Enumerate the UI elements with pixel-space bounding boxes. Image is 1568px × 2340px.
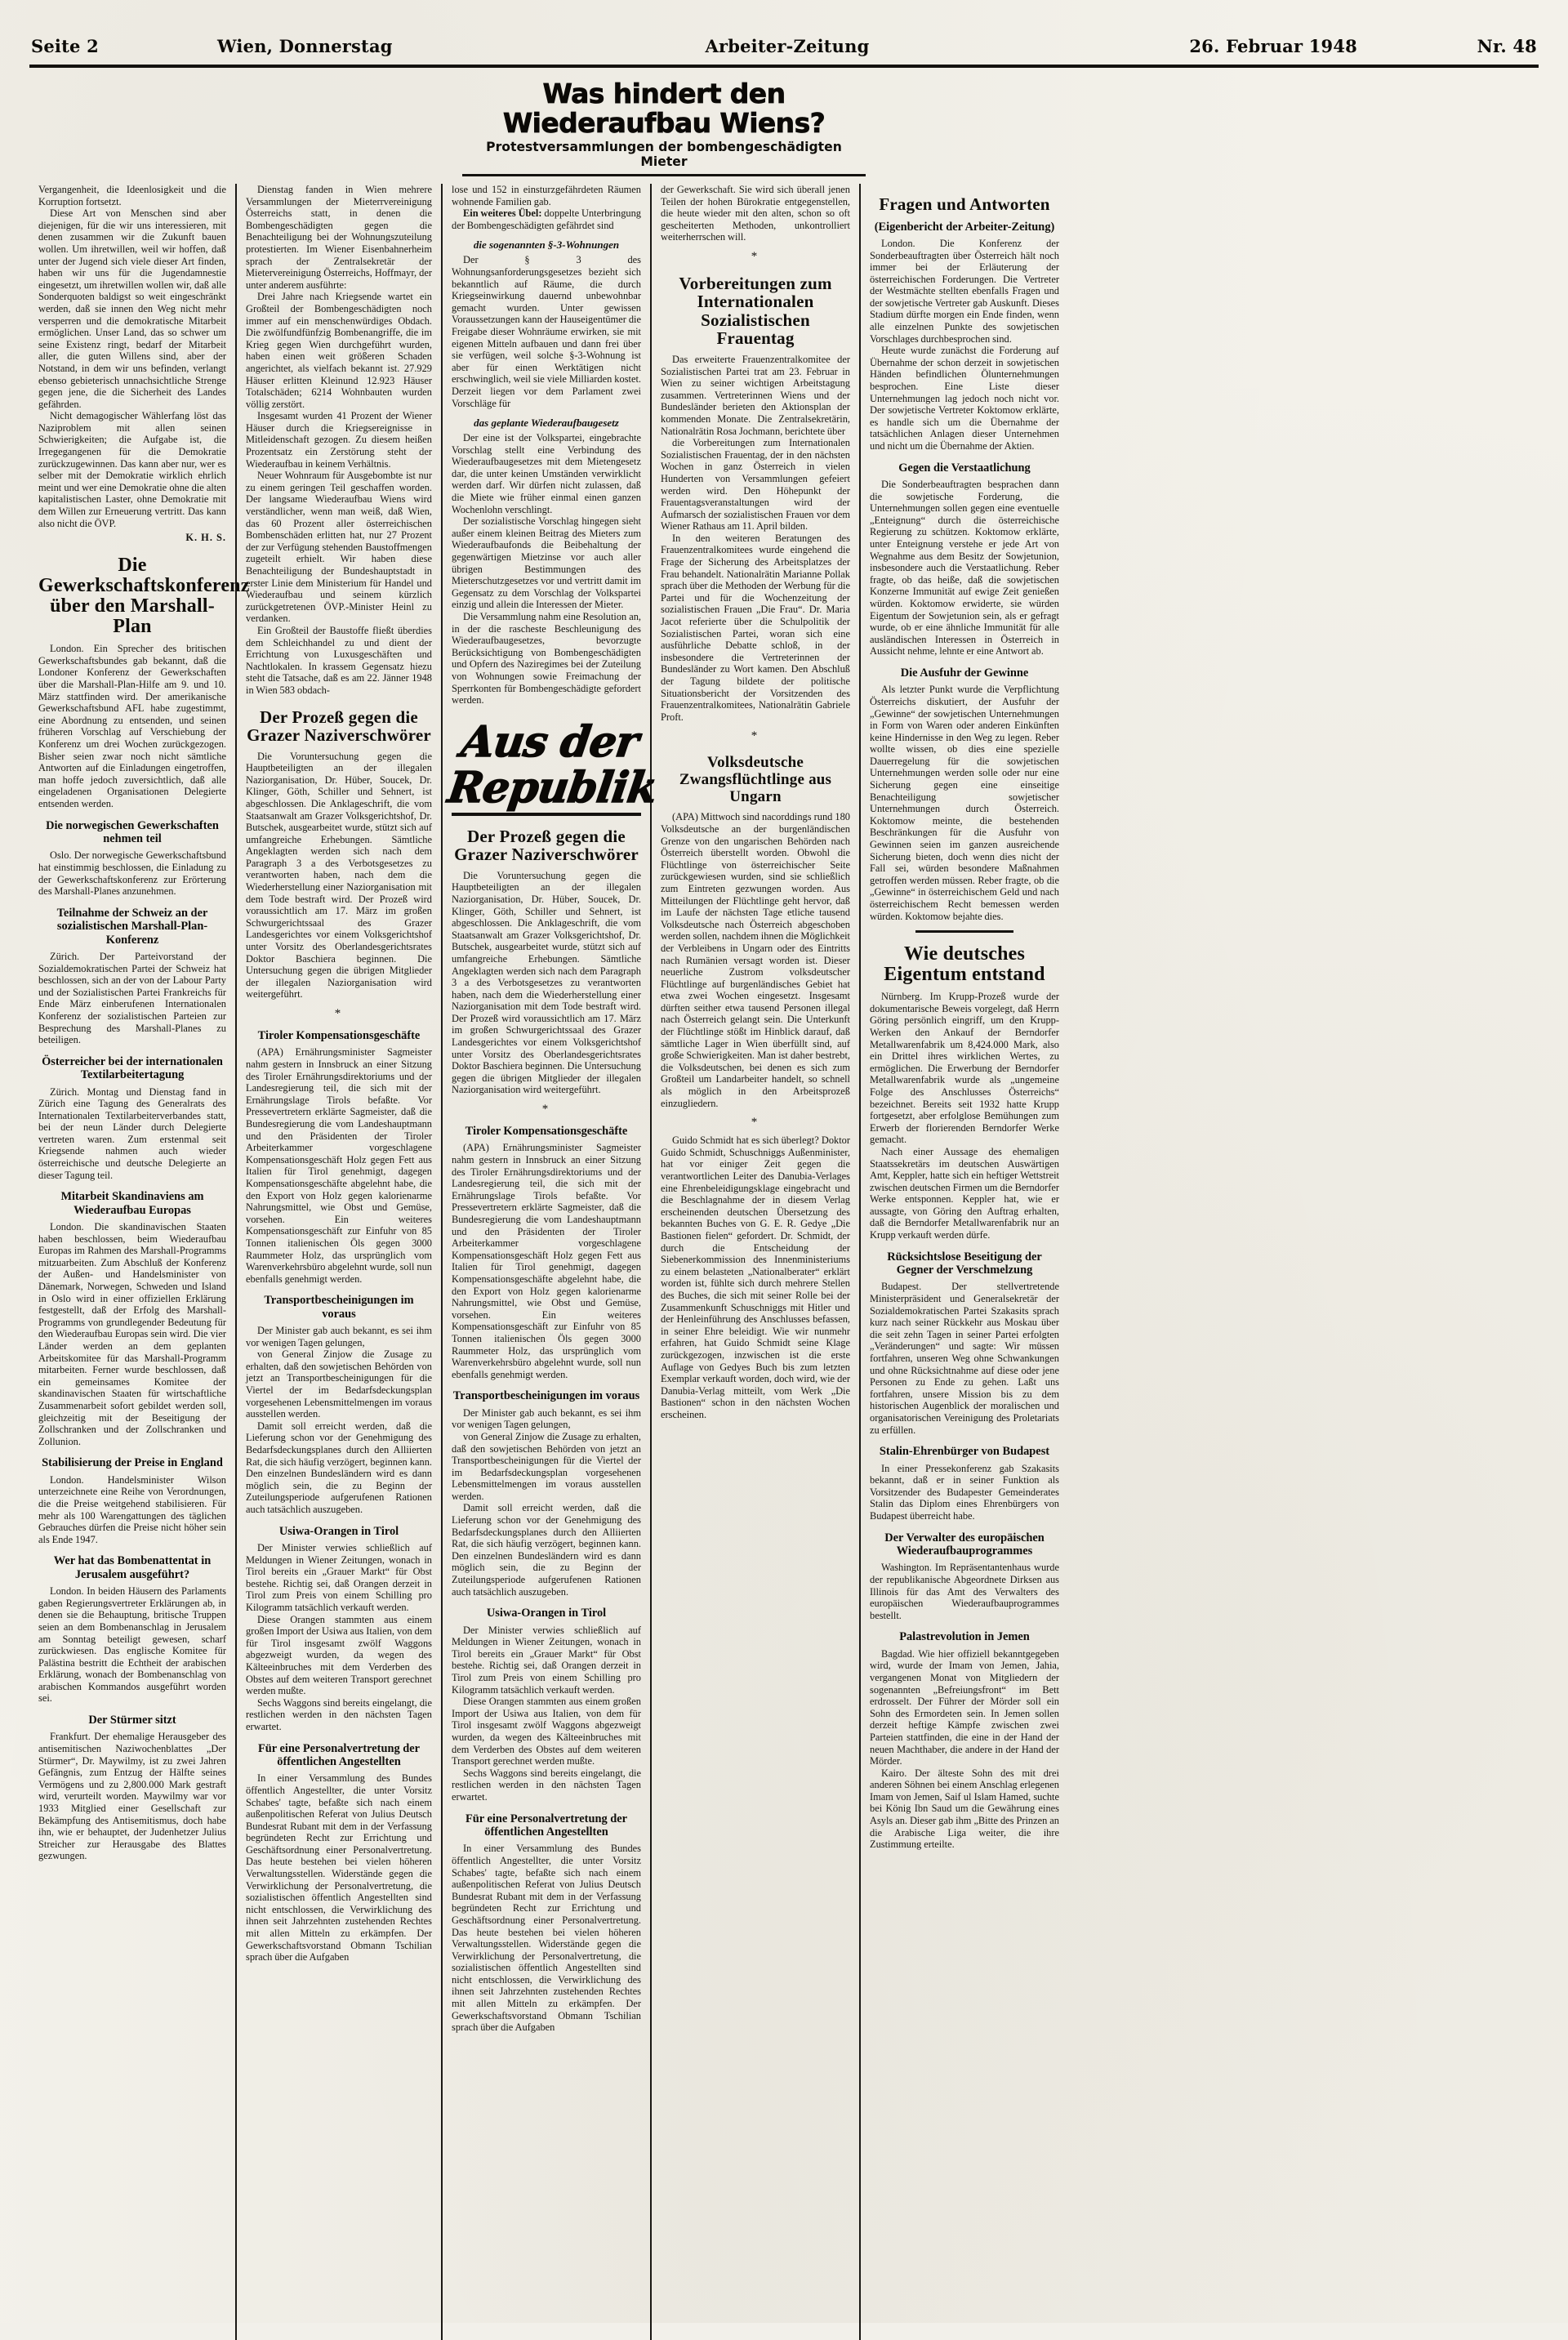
column-1 <box>29 184 250 2340</box>
paragraph: In einer Pressekonferenz gab Szakasits bekannt, daß er in seiner Funktion als Vorsitzender des Budapester Gemeinderates Stalin das Diplom eines Ehrenbürgers von Budapest überreicht habe. <box>870 1462 1059 1522</box>
section-asterisk: * <box>334 1007 344 1020</box>
subheadline-skandinavien: Mitarbeit Skandinaviens am Wiederaufbau Europas <box>60 1190 204 1217</box>
subheadline-beseitigung-gegner: Rücksichtslose Beseitigung der Gegner der Verschmelzung <box>887 1250 1042 1277</box>
headline-deutsches-eigentum: Wie deutsches Eigentum entstand <box>884 943 1045 986</box>
paragraph: Neuer Wohnraum für Ausgebombte ist nur zu einem geringen Teil geschaffen worden. Der langsame Wiederaufbau Wiens wird verständlicher, wenn man weiß, daß Wien, das 60 Prozent aller österreichischen Bombenschäden erlitten hat, nur 27 Prozent der zur Verfügung stehenden Baustoffmengen zugeteilt erhielt. Wir haben diese Benachteiligung der Bundeshauptstadt in erster Linie dem Ministerium für Handel und Wiederaufbau und seinem kürzlich zurückgetretenen ÖVP.-Minister Heinl zu verdanken. <box>246 470 432 625</box>
paragraph: Damit soll erreicht werden, daß die Lieferung schon vor der Genehmigung des Bedarfsdeckungsplanes durch den Alliierten Rat, die sich häufig verzögert, beginnen kann. Den einzelnen Bundesländern wird es dann möglich sein, die zu Beginn der Zuteilungsperiode aufgerufenen Rationen auch tatsächlich auszugeben. <box>452 1502 641 1598</box>
paragraph: Oslo. Der norwegische Gewerkschaftsbund hat einstimmig beschlossen, die Einladung zu der Gewerkschaftskonferenz zur Erörterung des Marshall-Planes anzunehmen. <box>38 849 226 898</box>
headline-grazer-prozess: Der Prozeß gegen die Grazer Naziverschwörer <box>247 706 431 746</box>
paragraph: Heute wurde zunächst die Forderung auf Übernahme der schon derzeit in sowjetischen Händen befindlichen Ölunternehmungen besprochen. Eine Liste dieser Unternehmungen lag jedoch noch nicht vor. Der sowjetische Vertreter Koktomow erklärte, es handle sich um die Übernahme der tatsächlichen Anlagen dieser Unternehmen und nicht um die Übernahme der Aktien. <box>870 345 1059 452</box>
section-asterisk: * <box>751 249 760 263</box>
section-logo-aus-der-republik: Aus der Republik <box>444 716 660 813</box>
paragraph: Budapest. Der stellvertretende Ministerpräsident und Generalsekretär der Sozialdemokratischen Partei Szakasits sprach kurz nach seiner Rückkehr aus Moskau über die seit zehn Tagen in seiner Partei erfolgten „Veränderungen“ und sagte: Wir müssen fortfahren, unseren Weg ohne Schwankungen und ohne Rücksichtnahme auf diese oder jene Personen zu Ende zu gehen. Laßt uns fortfahren, unsere Mission bis zu dem historischen Augenblick der moralischen und organisatorischen Vereinigung des Proletariats zu erfüllen. <box>870 1281 1059 1436</box>
masthead <box>21 0 1547 60</box>
paragraph: London. Die skandinavischen Staaten haben beschlossen, beim Wiederaufbau Europas im Rahmen des Marshall-Programms mitzuarbeiten. Zum Abschluß der Konferenz der Außen- und Handelsminister von Dänemark, Norwegen, Schweden und Island in Oslo wird in einer offiziellen Erklärung festgestellt, daß der Erfolg des Marshall-Programms von grundlegender Bedeutung für den Wiederaufbau Europas sein wird. Die vier Länder werden an dem geplanten Arbeitskomitee für das Marshall-Programm mitarbeiten. Ferner wurde beschlossen, daß ein gemeinsames Komitee der skandinavischen Staaten für wirtschaftliche Zusammenarbeit sofort gebildet werden soll, gleichzeitig mit der Beseitigung der Zollschranken und der Zollschranken und Zollunion. <box>38 1221 226 1447</box>
paragraph <box>452 207 641 231</box>
subheadline-palastrevolution: Palastrevolution in Jemen <box>899 1630 1030 1644</box>
paragraph: (APA) Ernährungsminister Sagmeister nahm gestern in Innsbruck an einer Sitzung des Tiroler Ernährungsdirektoriums und der Landesregierung teil, die sich mit der Ernährungslage Tirols befaßte. Vor Pressevertretern erklärte Sagmeister, daß die Bundesregierung die vom Landeshauptmann und den Präsidenten der Tiroler Arbeiterkammer vorgeschlagene Kompensationsgeschäft Holz gegen Fett aus Italien für Tirol genehmigt, dagegen Kompensationsgeschäfte abgelehnt habe, die den Export von Holz gegen kalorienarme Nahrungsmittel, wie Obst und Gemüse, vorsehen. Ein weiteres Kompensationsgeschäft zur Einfuhr von 85 Tonnen italienischen Öls gegen 3000 Raummeter Holz, das ursprünglich vom Warenverkehrsbüro abgelehnt wurde, soll nun ebenfalls genehmigt werden. <box>246 1046 432 1285</box>
paragraph: London. Ein Sprecher des britischen Gewerkschaftsbundes gab bekannt, daß die Londoner Konferenz der Gewerkschaften über die Marshall-Plan-Hilfe am 9. und 10. März stattfinden wird. Der amerikanische Gewerkschaftsbund AFL habe zugestimmt, eine Abordnung zu entsenden, und seinen früheren Vorschlag auf Verschiebung der Konferenz um drei Wochen zurückgezogen. Bisher seien zwar noch nicht sämtliche Antworten auf die Einladungen eingetroffen, man hoffe jedoch zuversichtlich, daß alle eingeladenen Organisationen Delegierte entsenden werden. <box>38 643 226 809</box>
paragraph: Der Minister verwies schließlich auf Meldungen in Wiener Zeitungen, wonach in Tirol bereits ein „Grauer Markt“ für Obst bestehe. Richtig sei, daß Orangen derzeit in Tirol zum Preis von einem Schilling pro Kilogramm tatsächlich verkauft werden. <box>452 1624 641 1696</box>
section-asterisk: * <box>541 1103 551 1117</box>
paragraph: Der Minister gab auch bekannt, es sei ihm vor wenigen Tagen gelungen, <box>452 1406 641 1431</box>
page-number-label: Seite 2 <box>31 36 99 56</box>
paragraph: Sechs Waggons sind bereits eingelangt, die restlichen werden in den nächsten Tagen erwartet. <box>452 1767 641 1803</box>
column-3 <box>441 184 660 2340</box>
banner-inner <box>453 79 875 176</box>
paragraph: Dienstag fanden in Wien mehrere Versammlungen der Mieterrvereinigung Österreichs statt, in denen die Bombengeschädigten gegen die Benachteiligung bei der Wohnungszuteilung protestierten. Im Wiener Eisenbahnerheim sprach der Zentralsekretär der Mietervereinigung Österreichs, Hoffmayr, der unter anderem ausführte: <box>246 184 432 291</box>
paper-title: Arbeiter-Zeitung <box>705 36 870 56</box>
column-5 <box>859 184 1068 2340</box>
paragraph: Das erweiterte Frauenzentralkomitee der Sozialistischen Partei trat am 23. Februar in Wien zu seiner wichtigen Arbeitstagung zusammen. Vertreterinnen Wiens und der Bundesländer berieten den Aktionsplan der kommenden Monate. Die Zentralsekretärin, Nationalrätin Rosa Jochmann, berichtete über <box>661 353 850 437</box>
column-4 <box>650 184 859 2340</box>
section-asterisk: * <box>751 1116 760 1130</box>
paragraph-rest: doppelte Unterbringung der Bombengeschädigten gefährdet sind <box>452 207 641 231</box>
paragraph: Diese Orangen stammten aus einem großen Import der Usiwa aus Italien, von dem für Tirol insgesamt zwölf Waggons abgezweigt wurden, da wegen des Kälteeinbruches mit dem Verderben des Obstes auf dem weiteren Transport gerechnet werden mußte. <box>246 1613 432 1697</box>
subheadline-usiwa-orangen: Usiwa-Orangen in Tirol <box>278 1524 399 1538</box>
paragraph: Zürich. Montag und Dienstag fand in Zürich eine Tagung des Generalrats des Internationalen Textilarbeiterverbandes statt, bei der neun Länder durch Delegierte vertreten waren. Zum erstenmal seit Kriegsende nahmen auch wieder österreichische und deutsche Delegierte an dieser Tagung teil. <box>38 1085 226 1181</box>
paragraph: Insgesamt wurden 41 Prozent der Wiener Häuser durch die Kriegsereignisse in Mitleidenschaft gezogen. Zu diesem heißen Prozentsatz ein Zerstörung steht der Wiederaufbau in keinem Verhältnis. <box>246 410 432 470</box>
headline-fragen-und-antworten: Fragen und Antworten <box>879 194 1050 214</box>
subheadline-bombenattentat: Wer hat das Bombenattentat in Jerusalem ausgeführt? <box>53 1554 212 1581</box>
column-2 <box>235 184 441 2340</box>
paragraph: die Vorbereitungen zum Internationalen Sozialistischen Frauentag, der in den nächsten Wochen in ganz Österreich in vielen Hunderten von Versammlungen gefeiert werden wird. Den Höhepunkt der Frauentagsveranstaltungen wird der Aufmarsch der sozialistischen Frauen vor dem Wiener Rathaus am 11. April bilden. <box>661 437 850 533</box>
paragraph: Diese Art von Menschen sind aber diejenigen, für die wir uns interessieren, mit denen zusammen wir die Zukunft bauen wollen. Um ihretwillen, weil wir hoffen, daß unter der Jugend sich viele dieser Art finden, haben wir uns für die Jugendamnestie eingesetzt, um ihretwillen wollen wir, daß alle Sonderquoten baldigst so weit eingeschränkt werden, daß sie innen den Weg nicht mehr versperren und die demokratische Mitarbeit ermöglichen. Unser Land, das so schwer um seine Existenz ringt, bedarf der Mitarbeit aller, die guten Willens sind, aber der Notstand, in dem wir uns befinden, verlangt ebenso gebieterisch unnachsichtliche Strenge gegen jene, die die Sicherheit des Landes gefährden. <box>38 207 226 410</box>
paragraph: Als letzter Punkt wurde die Verpflichtung Österreichs diskutiert, der Ausfuhr der „Gewinne“ der sowjetischen Unternehmungen in Form von Waren oder anderen Einkünften keine Hindernisse in den Weg zu legen. Reber wollte wissen, ob dies eine spezielle Dauerregelung für die sowjetischen Unternehmungen werden solle oder nur eine Sicherung gegen eine einseitige Benachteiligung sowjetischer Unternehmungen durch Österreich. Koktomow meinte, die bestehenden Beschränkungen für die Ausfuhr von Gewinnen seien im ganzen ausreichende Sicherung bieten, doch wenn dies nicht der Fall sei, würden besondere Maßnahmen getroffen werden müssen. Reber fragte, ob die „Gewinne“ in österreichischem Geld und nach österreichischem Recht bemessen werden würden. Koktomow bejahte dies. <box>870 684 1059 922</box>
subheadline-transportbescheinigungen: Transportbescheinigungen im voraus <box>264 1294 414 1321</box>
main-headline: Was hindert den Wiederaufbau Wiens? <box>502 78 826 139</box>
paragraph: In den weiteren Beratungen des Frauenzentralkomitees wurde eingehend die Frage der Sicherung des Arbeitsplatzes der Frau behandelt. Nationalrätin Marianne Pollak sprach über die Methoden der Werbung für die Partei und für die Wochenzeitung der sozialistischen Frauen „Die Frau“. Dr. Maria Jacot referierte über die Schulpolitik der Sozialistischen Partei, woran sich eine ausführliche Debatte schloß, in der insbesondere die Vertreterinnen der Bundesländer zu Wort kamen. Den Abschluß der Tagung bildete der politische Situationsbericht der Vorsitzenden des Frauenzentralkomitees, Nationalrätin Gabriele Proft. <box>661 532 850 723</box>
paragraph: London. Handelsminister Wilson unterzeichnete eine Reihe von Verordnungen, die die Preise weitgehend stabilisieren. Für mehr als 100 Warengattungen des täglichen Gebrauches dürfen die Preise nicht höher sein als Ende 1947. <box>38 1473 226 1545</box>
issue-date: 26. Februar 1948 <box>1189 36 1357 56</box>
paragraph: Washington. Im Repräsentantenhaus wurde der republikanische Abgeordnete Dirksen aus Illinois für das Amt des Verwalters des europäischen Wiederaufbauprogrammes bestellt. <box>870 1562 1059 1621</box>
paragraph: In einer Versammlung des Bundes öffentlich Angestellter, die unter Vorsitz Schabes' tagte, befaßte sich nach einem außenpolitischen Referat von Julius Deutsch Bundesrat Rubant mit dem in der Verfassung begründeten Recht zur Errichtung und Geschäftsordnung einer Personalvertretung. Das heute bestehen bei vielen höheren Verwaltungsstellen. Widerstände gegen die Verwirklichung der Personalvertretung, die sozialistischen öffentlich Angestellten sind nicht entschlossen, die Verwirklichung des ihnen seit Jahrzehnten zustehenden Rechtes mit allen Mitteln zu erkämpfen. Der Gewerkschaftsvorstand Obmann Tschilian sprach über die Aufgaben <box>452 1843 641 2034</box>
section-logo-rule <box>452 813 641 816</box>
paragraph: Die Versammlung nahm eine Resolution an, in der die rascheste Beschleunigung des Wiederaufbaugesetzes, bevorzugte Berücksichtigung von Bombengeschädigten und Opfern des Naziregimes bei der Zuteilung von Wohnungen sowie Freimachung der Sperrkonten für Bombengeschädigte gefordert werden. <box>452 611 641 706</box>
subheadline-preise-england: Stabilisierung der Preise in England <box>42 1456 223 1470</box>
section-divider <box>915 930 1013 933</box>
subheadline-norwegen: Die norwegischen Gewerkschaften nehmen teil <box>46 818 219 845</box>
subheadline-ausfuhr-gewinne: Die Ausfuhr der Gewinne <box>900 666 1029 680</box>
paragraph: Nürnberg. Im Krupp-Prozeß wurde der dokumentarische Beweis vorgelegt, daß Herrn Göring persönlich eingriff, um den Krupp-Werken den Ankauf der Berndorfer Metallwarenfabrik um 8,424.000 Mark, also ein Drittel ihres wirklichen Wertes, zu ermöglichen. Die Erwerbung der Berndorfer Metallwarenfabrik wurde als „ungemeine Folge des Anschlusses Österreichs“ bezeichnet. Bereits seit 1932 hatte Krupp fortgesetzt, aber erfolglose Bemühungen zum Erwerb der florierenden Berndorfer Werke gemacht. <box>870 991 1059 1146</box>
subheadline-textiltagung: Österreicher bei der internationalen Textilarbeitertagung <box>42 1054 223 1082</box>
paragraph: Der Minister verwies schließlich auf Meldungen in Wiener Zeitungen, wonach in Tirol bereits ein „Grauer Markt“ für Obst bestehe. Richtig sei, daß Orangen derzeit in Tirol zum Preis von einem Schilling pro Kilogramm tatsächlich verkauft werden. <box>246 1542 432 1613</box>
paragraph: Ein Großteil der Baustoffe fließt überdies dem Schleichhandel zu und dient der Errichtung von Luxusgeschäften und Nachtlokalen. In krassem Gegensatz hiezu steht die Tatsache, daß es am 22. Jänner 1948 in Wien 583 obdach- <box>246 624 432 696</box>
headline-volksdeutsche: Volksdeutsche Zwangsflüchtlinge aus Ungarn <box>679 754 832 806</box>
article-signature: K. H. S. <box>185 532 226 544</box>
paragraph: In einer Versammlung des Bundes öffentlich Angestellter, die unter Vorsitz Schabes' tagte, befaßte sich nach einem außenpolitischen Referat von Julius Deutsch Bundesrat Rubant mit dem in der Verfassung begründeten Recht zur Errichtung und Geschäftsordnung einer Personalvertretung. Das heute bestehen bei vielen höheren Verwaltungsstellen. Widerstände gegen die Verwirklichung der Personalvertretung, die sozialistischen öffentlich Angestellten sind nicht entschlossen, die Verwirklichung des ihnen seit Jahrzehnten zustehenden Rechtes mit allen Mitteln zu erkämpfen. Der Gewerkschaftsvorstand Obmann Tschilian sprach über die Aufgaben <box>246 1772 432 1963</box>
subheadline-schweiz: Teilnahme der Schweiz an der sozialistischen Marshall-Plan-Konferenz <box>56 906 208 947</box>
paragraph: Der sozialistische Vorschlag hingegen sieht außer einem kleinen Beitrag des Mieters zum Wiederaufbaufonds die Beibehaltung der gegenwärtigen Mietzinse vor auch aller übrigen Bestimmungen des Mieterschutzgesetzes vor und vertritt damit im Gegensatz zu dem Vorschlag der Volkspartei einzig und allein die Interessen der Mieter. <box>452 515 641 611</box>
headline-frauentag: Vorbereitungen zum Internationalen Sozialistischen Frauentag <box>679 273 832 349</box>
headline-grazer-prozess-2: Der Prozeß gegen die Grazer Naziverschwörer <box>454 826 639 865</box>
subheadline-personalvertretung: Für eine Personalvertretung der öffentlichen Angestellten <box>257 1741 421 1768</box>
section-asterisk: * <box>751 729 760 743</box>
paragraph: Der Minister gab auch bekannt, es sei ihm vor wenigen Tagen gelungen, <box>246 1325 432 1348</box>
paragraph: Frankfurt. Der ehemalige Herausgeber des antisemitischen Naziwochenblattes „Der Stürmer“, Dr. Maywilmy, ist zu zwei Jahren Gefängnis, zum Entzug der Hälfte seines Vermögens und zu 2,800.000 Mark gestraft wird, verurteilt worden. Maywilmy war vor 1933 Mitglied einer Gesellschaft zur Bekämpfung des Antisemitismus, doch habe ihn, wie er behauptet, der Judenhetzer Julius Streicher zur Herausgabe des Blattes gezwungen. <box>38 1731 226 1862</box>
subheadline-usiwa-orangen-2: Usiwa-Orangen in Tirol <box>486 1607 607 1620</box>
paragraph: Zürich. Der Parteivorstand der Sozialdemokratischen Partei der Schweiz hat beschlossen, sich an der von der Labour Party und der Sozialistischen Partei Frankreichs für Ende März einberufenen Internationalen Konferenz der sozialistischen Parteien zur Besprechung des Marshall-Planes zu beteiligen. <box>38 950 226 1046</box>
paragraph: Der § 3 des Wohnungsanforderungsgesetzes bezieht sich bekanntlich auf Räume, die durch Kriegseinwirkung dauernd unbewohnbar gemacht wurden. Unter gewissen Voraussetzungen kann der Hauseigentümer die Freigabe dieser Wohnräume erwirken, sie mit eigenen Mitteln aufbauen und dann frei über sie verfügen, weil solche §-3-Wohnung ist aber für einen Werktätigen nicht erschwinglich, weil sie viele Milliarden kostet. Derzeit liegen vor dem Parlament zwei Vorschläge für <box>452 254 641 409</box>
paragraph: London. In beiden Häusern des Parlaments gaben Regierungsvertreter Erklärungen ab, in denen sie die Behauptung, britische Truppen seien an dem Bombenanschlag in Jerusalem am Sonntag beteiligt gewesen, scharf zurückwiesen. Das englische Komitee für Palästina bestritt die Echtheit der arabischen Erklärung, wonach der Bombenanschlag von arabischen Kommandos ausgeführt worden sei. <box>38 1585 226 1705</box>
subheadline-eigenbericht: (Eigenbericht der Arbeiter-Zeitung) <box>874 220 1055 234</box>
paragraph: (APA) Ernährungsminister Sagmeister nahm gestern in Innsbruck an einer Sitzung des Tiroler Ernährungsdirektoriums und der Landesregierung teil, die sich mit der Ernährungslage Tirols befaßte. Vor Pressevertretern erklärte Sagmeister, daß die Bundesregierung die vom Landeshauptmann und den Präsidenten der Tiroler Arbeiterkammer vorgeschlagene Kompensationsgeschäft Holz gegen Fett aus Italien für Tirol genehmigt, dagegen Kompensationsgeschäfte abgelehnt habe, die den Export von Holz gegen kalorienarme Nahrungsmittel, wie Obst und Gemüse, vorsehen. Ein weiteres Kompensationsgeschäft zur Einfuhr von 85 Tonnen italienischen Öls gegen 3000 Raummeter Holz, das ursprünglich vom Warenverkehrsbüro abgelehnt wurde, soll nun ebenfalls genehmigt werden. <box>452 1142 641 1380</box>
kicker-paragraph3-wohnungen: die sogenannten §-3-Wohnungen <box>473 238 620 252</box>
paragraph: London. Die Konferenz der Sonderbeauftragten über Österreich hält noch immer bei der Erläuterung der österreichischen Forderungen. Die Vertreter der Westmächte stellten ebenfalls Fragen und der sowjetische Vertreter gab Auskunft. Dieses Stadium dürfte morgen ein Ende finden, wenn alle einzelnen Punkte des sowjetischen Vorschlages durchbesprochen sind. <box>870 237 1059 345</box>
paragraph: Nicht demagogischer Wählerfang löst das Naziproblem mit allen seinen Schwierigkeiten; die Aufgabe ist, die Irregegangenen für die Demokratie zurückzugewinnen. Das kann aber nur, wer es selber mit der Demokratie wirklich ehrlich meint und wer eine Demokratie ohne die alten kapitalistischen Laster, ohne Demokratie mit dem Willen zur Erneuerung vertritt. Das kann also nicht die ÖVP. <box>38 410 226 529</box>
column-grid <box>21 184 1547 2340</box>
place-and-day: Wien, Donnerstag <box>217 36 393 56</box>
paragraph: (APA) Mittwoch sind nacorddings rund 180 Volksdeutsche an der burgenländischen Grenze von den ungarischen Behörden nach Österreich überstellt worden. Obwohl die Flüchtlinge von österreichischer Seite zurückgewiesen wurden, sind sie schließlich zum Eintreten gezwungen worden. Aus Mitteilungen der Flüchtlinge geht hervor, daß im Laufe der nächsten Tage etliche tausend Volksdeutsche nach Österreich abgeschoben werden sollen, nachdem ihnen die Möglichkeit der Verbleibens in Ungarn oder des Eintritts nach Rumänien versagt worden ist. Dieser neuerliche Zustrom volksdeutscher Flüchtlinge auf burgenländisches Gebiet hat etwa zwei Wochen eingesetzt. Insgesamt dürften seither etwa tausend Personen illegal nach Österreich gelangt sein. Die Unterkunft der Flüchtlinge stößt im Hinblick darauf, daß sämtliche Lager in Wien überfüllt sind, auf große Schwierigkeiten. Man ist daher bestrebt, die Volksdeutschen, bei denen es sich zum Großteil um Landarbeiter handelt, so schnell als möglich in den Arbeitsprozeß einzugliedern. <box>661 811 850 1109</box>
subheadline-personalvertretung-2: Für eine Personalvertretung der öffentlichen Angestellten <box>465 1812 628 1839</box>
paragraph: Damit soll erreicht werden, daß die Lieferung schon vor der Genehmigung des Bedarfsdeckungsplanes durch den Alliierten Rat, die sich häufig verzögert, beginnen kann. Den einzelnen Bundesländern wird es dann möglich sein, die zu Beginn der Zuteilungsperiode aufgerufenen Rationen auch tatsächlich auszugeben. <box>246 1420 432 1515</box>
paragraph: Die Voruntersuchung gegen die Hauptbeteiligten an der illegalen Naziorganisation, Dr. Hüber, Soucek, Dr. Klinger, Göth, Schiller und Sehnert, ist abgeschlossen. Die Anklageschrift, die vom Staatsanwalt am Grazer Volksgerichtshof, Dr. Butschek, ausgearbeitet wurde, stützt sich auf umfangreiche Erhebungen. Sämtliche Angeklagten werden sich nach dem Paragraph 3 a des Verbotsgesetzes zu verantworten haben, nach dem die Wiederherstellung einer Naziorganisation mit dem Tode bestraft wird. Der Prozeß wird voraussichtlich am 17. März im großen Schwurgerichtssaal des Grazer Landesgerichtes vor einem Volksgerichtshof unter Vorsitz des Oberlandesgerichtsrates Doktor Baschiera beginnen. Die Untersuchung gegen die übrigen Mitglieder der illegalen Naziorganisation wird weitergeführt. <box>452 869 641 1096</box>
paragraph: Sechs Waggons sind bereits eingelangt, die restlichen werden in den nächsten Tagen erwartet. <box>246 1696 432 1732</box>
paragraph: Bagdad. Wie hier offiziell bekanntgegeben wird, wurde der Imam von Jemen, Jahia, vergangenen Monat von Mitgliedern der sogenannten „Befreiungsfront“ im Bett erdrosselt. Der Führer der Mörder soll ein Sohn des Ermordeten sein. In Jemen sollen derzeit heftige Kämpfe zwischen zwei Parteien stattfinden, die eine in der Hand der neuen Machthaber, die andere in der Hand der Mörder. <box>870 1647 1059 1767</box>
kicker-wiederaufbaugesetz: das geplante Wiederaufbaugesetz <box>474 417 619 430</box>
paragraph: Der eine ist der Volkspartei, eingebrachte Vorschlag stellt eine Verbindung des Wiederaufbaugesetzes mit dem Mietengesetz dar, die unter keinen Umständen verwirklicht werden darf. Wir dürfen nicht zulassen, daß die Miete wie früher einmal einen ganzen Wochenlohn verschlingt. <box>452 432 641 515</box>
paragraph: Diese Orangen stammten aus einem großen Import der Usiwa aus Italien, von dem für Tirol insgesamt zwölf Waggons abgezweigt wurden, da wegen des Kälteeinbruches mit dem Verderben des Obstes auf dem weiteren Transport gerechnet werden mußte. <box>452 1696 641 1767</box>
subheadline-transportbescheinigungen-2: Transportbescheinigungen im voraus <box>452 1389 640 1403</box>
paragraph-lead: Ein weiteres Übel: <box>463 207 542 220</box>
masthead-rule <box>29 65 1539 68</box>
paragraph: der Gewerkschaft. Sie wird sich überall jenen Teilen der hohen Bürokratie entgegenstellen, die heute wieder mit den alten, schon so oft gescheiterten Methoden, unkontrolliert weiterherrschen will. <box>661 184 850 243</box>
paragraph: Vergangenheit, die Ideenlosigkeit und die Korruption fortsetzt. <box>38 184 226 207</box>
issue-number: Nr. 48 <box>1477 36 1537 56</box>
subheadline-verwalter-wiederaufbau: Der Verwalter des europäischen Wiederaufbauprogrammes <box>884 1531 1045 1558</box>
banner-rule <box>462 174 866 176</box>
subheadline-stalin-ehrenbuerger: Stalin-Ehrenbürger von Budapest <box>879 1445 1050 1459</box>
subheadline-tiroler-kompensation: Tiroler Kompensationsgeschäfte <box>257 1029 421 1042</box>
banner-area <box>21 76 1547 176</box>
subheadline-gegen-verstaatlichung: Gegen die Verstaatlichung <box>898 461 1031 475</box>
paragraph: von General Zinjow die Zusage zu erhalten, daß den sowjetischen Behörden von jetzt an Transportbescheinigungen für die Viertel der im Bedarfsdeckungsplan vorgesehenen Lebensmittelmengen im voraus ausstellen werden. <box>246 1348 432 1420</box>
headline-gewerkschaftskonferenz: Die Gewerkschaftskonferenz über den Marshall-Plan <box>38 555 250 638</box>
paragraph: Drei Jahre nach Kriegsende wartet ein Großteil der Bombengeschädigten noch immer auf ein menschenwürdiges Obdach. Die zwölfundfünfzig Bombenangriffe, die im Krieg gegen Wien durchgeführt wurden, haben einen weit größeren Schaden angerichtet, als vielfach bekannt ist. 27.929 Häuser erlitten Kleinund 12.923 Häuser Totalschäden; 6214 Wohnbauten wurden völlig zerstört. <box>246 291 432 410</box>
subheadline-tiroler-kompensation-2: Tiroler Kompensationsgeschäfte <box>465 1125 628 1139</box>
paragraph: lose und 152 in einsturzgefährdeten Räumen wohnende Familien gab. <box>452 184 641 207</box>
paragraph: Guido Schmidt hat es sich überlegt? Doktor Guido Schmidt, Schuschniggs Außenminister, hat vor einiger Zeit gegen die verantwortlichen Leiter des Danubia-Verlages eine Ehrenbeleidigungsklage eingebracht und die Beschlagnahme der in diesem Verlag erscheinenden deutschen Übersetzung des bekannten Buches von G. E. R. Gedye „Die Bastionen fielen“ gefordert. Dr. Schmidt, der durch die Entscheidung der Siebenerkommission des Innenministeriums zu einem belasteten „Nationalberater“ erklärt worden ist, fühlte sich durch mehrere Stellen des Buches, die sich mit seiner Rolle bei der Zusammenkunft Schuschniggs mit Hitler und der Henleinführung des Anschlusses befassen, in seiner Ehre beleidigt. Wie wir nunmehr erfahren, hat Guido Schmidt seine Klage zurückgezogen, inzwischen ist die erste Auflage von Gedyes Buch bis zum letzten Exemplar verkauft worden, doch wird, wie der Danubia-Verlag mitteilt, vom Werk „Die Bastionen“ schon in den nächsten Wochen erscheinen. <box>661 1134 850 1420</box>
paragraph: Nach einer Aussage des ehemaligen Staatssekretärs im deutschen Auswärtigen Amt, Keppler, hatte sich ein heftiger Wettstreit zwischen deutschen Firmen um die Berndorfer Werke entsponnen. Keppler hat, wie er aussagte, von Göring den Auftrag erhalten, daß die Berndorfer Metallwarenfabrik nur an Krupp verkauft werden dürfe. <box>870 1145 1059 1241</box>
paragraph: Die Sonderbeauftragten besprachen dann die sowjetische Forderung, die Unternehmungen sollen gegen eine eventuelle „Enteignung“ durch die österreichische Regierung zu schützen. Koktomow erklärte, unter Enteignung verstehe er jede Art von Wegnahme aus dem Besitz der Sowjetunion, insbesondere auch die Verstaatlichung. Reber fragte, ob das heiße, daß die sowjetischen Konzerne Immunität auf ewige Zeit genießen würden. Koktomow erwiderte, sie würden Eigentum der Sowjetunion sein, als er gefragt wurde, ob er eine ähnliche Immunität für alle ausländischen Interessen in Österreich in Aussicht nehme, lehnte er eine Antwort ab. <box>870 479 1059 657</box>
paragraph: von General Zinjow die Zusage zu erhalten, daß den sowjetischen Behörden von jetzt an Transportbescheinigungen für die Viertel der im Bedarfsdeckungsplan vorgesehenen Lebensmittelmengen im voraus ausstellen werden. <box>452 1430 641 1502</box>
paragraph: Kairo. Der älteste Sohn des mit drei anderen Söhnen bei einem Anschlag erlegenen Imam von Jemen, Saif ul Islam Hamed, suchte bei König Ibn Saud um die Gewährung eines Asyls an. Dieser gab ihm „Bitte des Prinzen an die Arabische Liga weiter, die ihre Zustimmung erteilte. <box>870 1767 1059 1851</box>
main-subheadline: Protestversammlungen der bombengeschädigten Mieter <box>486 140 842 169</box>
subheadline-stuermer: Der Stürmer sitzt <box>88 1714 176 1727</box>
paragraph: Die Voruntersuchung gegen die Hauptbeteiligten an der illegalen Naziorganisation, Dr. Hüber, Soucek, Dr. Klinger, Göth, Schiller und Sehnert, ist abgeschlossen. Die Anklageschrift, die vom Staatsanwalt am Grazer Volksgerichtshof, Dr. Butschek, ausgearbeitet wurde, stützt sich auf umfangreiche Erhebungen. Sämtliche Angeklagten werden sich nach dem Paragraph 3 a des Verbotsgesetzes zu verantworten haben, nach dem die Wiederherstellung einer Naziorganisation mit dem Tode bestraft wird. Der Prozeß wird voraussichtlich am 17. März im großen Schwurgerichtssaal des Grazer Landesgerichtes vor einem Volksgerichtshof unter Vorsitz des Oberlandesgerichtsrates Doktor Baschiera beginnen. Die Untersuchung gegen die übrigen Mitglieder der illegalen Naziorganisation wird weitergeführt. <box>246 750 432 1001</box>
